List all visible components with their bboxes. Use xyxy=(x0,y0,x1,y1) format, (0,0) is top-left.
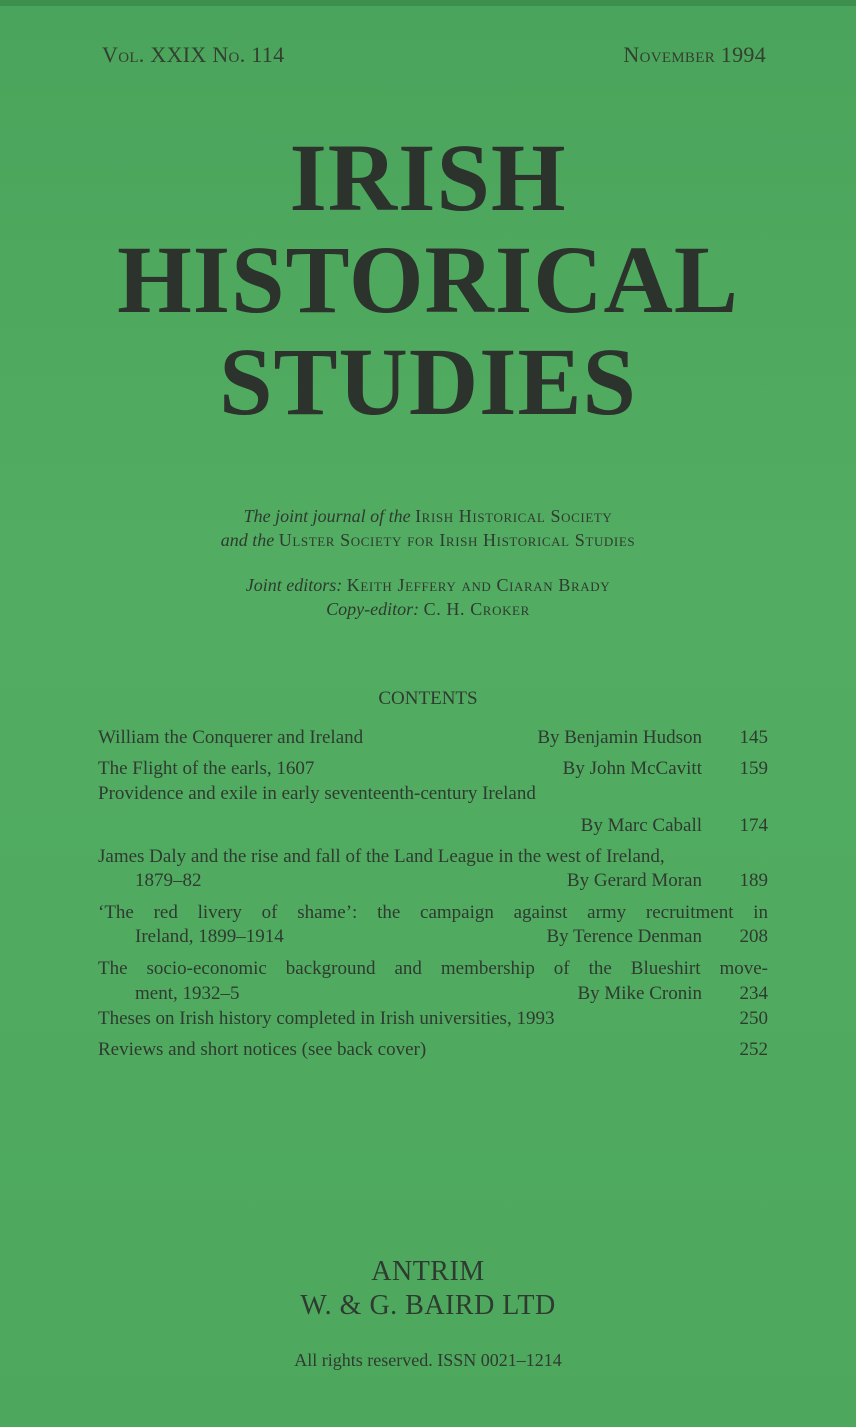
joint-editors-names: Keith Jeffery and Ciaran Brady xyxy=(346,575,611,595)
subtitle-line-2 xyxy=(0,530,856,551)
subtitle-line-2-org: Ulster Society for Irish Historical Studies xyxy=(278,530,636,550)
publisher-place: ANTRIM xyxy=(371,1256,485,1287)
toc-title: William the Conquerer and Ireland xyxy=(98,727,364,748)
toc-title: Reviews and short notices (see back cover) xyxy=(98,1039,427,1060)
toc-title: James Daly and the rise and fall of the Land League in the west of Ireland, xyxy=(98,846,665,867)
toc-page: 174 xyxy=(739,815,768,836)
toc-page: 159 xyxy=(739,758,768,779)
toc-page: 252 xyxy=(739,1039,768,1060)
toc-title: The Flight of the earls, 1607 xyxy=(98,758,315,779)
subtitle-line-2-italic: and the xyxy=(220,530,275,550)
toc-author: By Mike Cronin xyxy=(577,983,702,1004)
toc-page: 208 xyxy=(739,926,768,947)
toc-page: 234 xyxy=(739,983,768,1004)
title-line-1: IRISH xyxy=(289,124,567,231)
toc-author: By Benjamin Hudson xyxy=(537,727,702,748)
joint-editors-label: Joint editors: xyxy=(245,575,343,595)
copy-editor-name: C. H. Croker xyxy=(423,599,530,619)
cover-top-edge xyxy=(0,0,856,6)
toc-author: By Terence Denman xyxy=(546,926,702,947)
toc-page: 145 xyxy=(739,727,768,748)
toc-title: The socio-economic background and membership of the Blueshirt move- xyxy=(98,958,768,979)
toc-author: By John McCavitt xyxy=(562,758,702,779)
title-line-2: HISTORICAL xyxy=(117,226,739,333)
rights-issn: All rights reserved. ISSN 0021–1214 xyxy=(294,1350,562,1370)
copy-editor xyxy=(0,599,856,620)
contents-heading: CONTENTS xyxy=(378,688,478,709)
subtitle-line-1-org: Irish Historical Society xyxy=(415,506,613,526)
title-line-3: STUDIES xyxy=(219,328,637,435)
toc-author: By Gerard Moran xyxy=(566,870,702,891)
toc-title: ment, 1932–5 xyxy=(135,983,240,1004)
toc-author: By Marc Caball xyxy=(580,815,702,836)
toc-page: 189 xyxy=(739,870,768,891)
toc-title: ‘The red livery of shame’: the campaign against army recruitment in xyxy=(98,902,768,923)
copy-editor-label: Copy-editor: xyxy=(326,599,420,619)
publisher-name: W. & G. BAIRD LTD xyxy=(300,1290,556,1321)
issue-date: November 1994 xyxy=(623,42,766,67)
toc-title: Providence and exile in early seventeenth-century Ireland xyxy=(98,783,536,804)
toc-title: Ireland, 1899–1914 xyxy=(135,926,284,947)
toc-title: 1879–82 xyxy=(135,870,202,891)
toc-page: 250 xyxy=(739,1008,768,1029)
subtitle-line-1 xyxy=(0,506,856,527)
subtitle-line-1-italic: The joint journal of the xyxy=(243,506,411,526)
joint-editors xyxy=(0,575,856,596)
toc-title: Theses on Irish history completed in Irish universities, 1993 xyxy=(98,1008,555,1029)
volume-number: Vol. XXIX No. 114 xyxy=(102,42,285,67)
